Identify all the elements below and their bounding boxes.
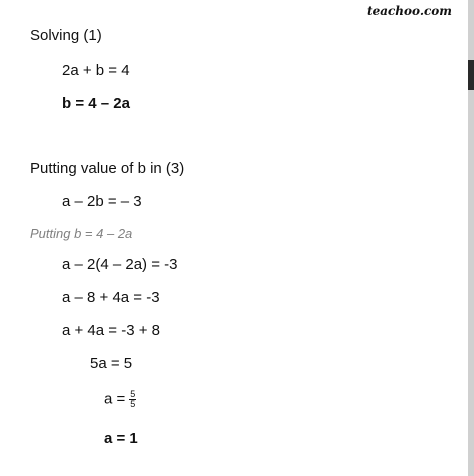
scrollbar-thumb[interactable] — [468, 60, 474, 90]
fraction — [129, 390, 136, 409]
teachoo-watermark: teachoo.com — [367, 4, 452, 18]
substitution-hint: Putting b = 4 – 2a — [30, 226, 133, 241]
putting-value-heading: Putting value of b in (3) — [30, 160, 185, 177]
equation-expanded: a – 8 + 4a = -3 — [62, 289, 160, 306]
equation-2a-plus-b: 2a + b = 4 — [62, 62, 130, 79]
solving-heading: Solving (1) — [30, 27, 102, 44]
equation-fraction — [104, 390, 136, 409]
fraction-denominator: 5 — [130, 399, 136, 409]
equation-b-result: b = 4 – 2a — [62, 95, 130, 112]
equation-combined: a + 4a = -3 + 8 — [62, 322, 160, 339]
final-answer: a = 1 — [104, 430, 138, 447]
equation-a-minus-2b: a – 2b = – 3 — [62, 193, 142, 210]
equation-fraction-prefix: a = — [104, 390, 126, 408]
equation-5a: 5a = 5 — [90, 355, 133, 372]
equation-substituted: a – 2(4 – 2a) = -3 — [62, 256, 178, 273]
fraction-numerator: 5 — [130, 389, 136, 399]
